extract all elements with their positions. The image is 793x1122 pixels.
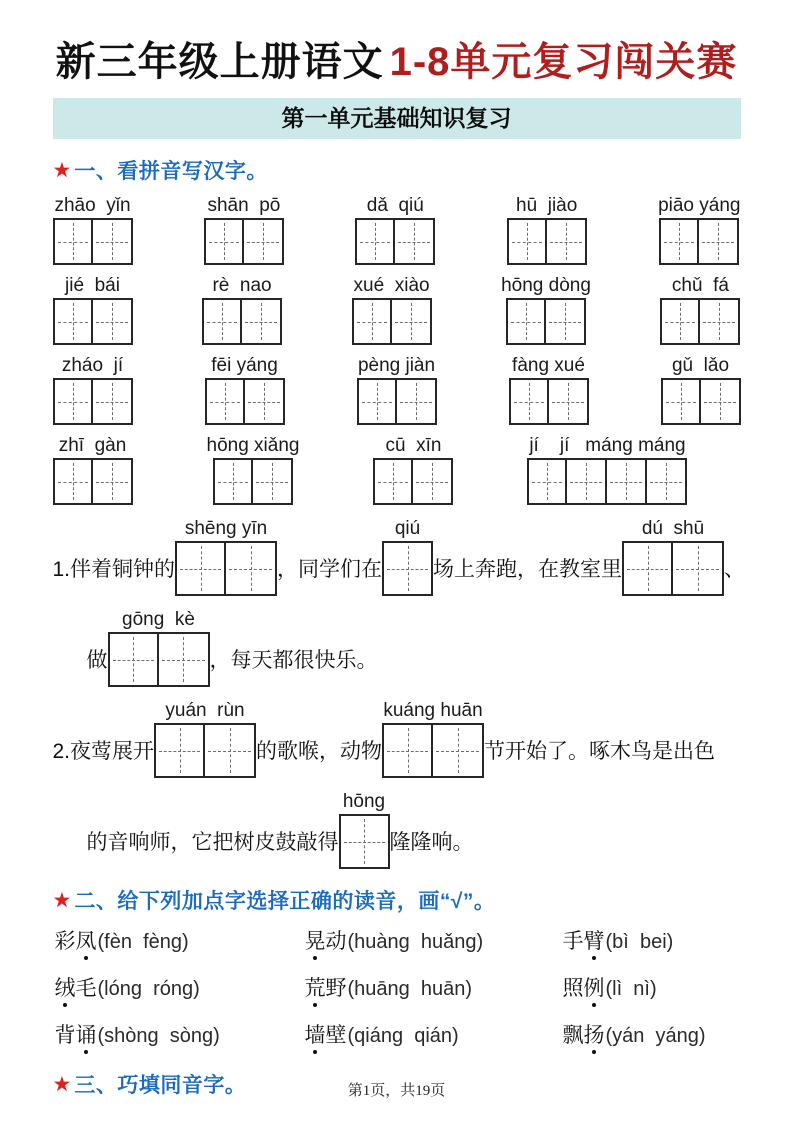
pinyin-choices[interactable]: (fèn fèng) [97,931,189,953]
word-char: 背 [54,1024,76,1047]
writing-boxes [53,218,133,265]
sentence-line [87,792,741,869]
sentence-text: ，同学们在 [277,558,383,581]
tianzige-box[interactable] [93,458,133,505]
tianzige-box[interactable] [413,458,453,505]
pinyin-word-group [204,196,284,265]
writing-boxes [622,541,724,596]
pinyin-label: chǔ fá [671,275,729,296]
pinyin-choices[interactable]: (qiáng qián) [347,1025,459,1047]
writing-boxes [507,218,587,265]
tianzige-box[interactable] [245,378,285,425]
pinyin-label: jié bái [65,275,120,296]
tianzige-box[interactable] [397,378,437,425]
word-item [305,1019,563,1049]
star-icon: ★ [52,158,72,182]
pinyin-label: pèng jiàn [357,355,436,376]
word-char: 壁 [325,1024,347,1047]
tianzige-box[interactable] [433,723,484,778]
writing-boxes [339,814,390,869]
pinyin-choices[interactable]: (huàng huǎng) [347,931,484,953]
writing-boxes [509,378,589,425]
tianzige-box[interactable] [567,458,607,505]
tianzige-box[interactable] [392,298,432,345]
word-item [563,1019,741,1049]
sentence-text: ，每天都很快乐。 [209,649,378,672]
pinyin-word-group [53,196,133,265]
writing-boxes [382,723,484,778]
pinyin-label: rè nao [212,275,272,296]
pinyin-label: jí jí máng máng [529,435,686,456]
writing-boxes [357,378,437,425]
tianzige-box[interactable] [395,218,435,265]
dotted-char: 荒 [305,972,326,1002]
writing-boxes [659,218,739,265]
writing-boxes [53,378,133,425]
pinyin-label: hōng xiǎng [206,435,300,456]
fill-group [382,701,484,778]
fill-group [382,519,433,596]
tianzige-box[interactable] [242,298,282,345]
pinyin-label: zháo jí [61,355,124,376]
fill-group [154,701,256,778]
writing-boxes [175,541,277,596]
pinyin-label: fēi yáng [211,355,278,376]
pinyin-label: fàng xué [512,355,585,376]
writing-boxes [382,541,433,596]
tianzige-box[interactable] [506,298,546,345]
pinyin-word-group [507,196,587,265]
pinyin-row [53,196,741,265]
tianzige-box[interactable] [659,218,699,265]
word-item [563,972,741,1002]
pinyin-word-group [202,276,282,345]
pinyin-word-group [352,276,432,345]
star-icon: ★ [52,1072,72,1096]
star-icon: ★ [52,888,72,912]
pinyin-word-group [501,276,591,345]
tianzige-box[interactable] [253,458,293,505]
writing-boxes [205,378,285,425]
pinyin-word-group [509,356,589,425]
section2-heading [53,885,741,915]
pinyin-label: dú shū [641,518,705,539]
writing-boxes [154,723,256,778]
writing-boxes [213,458,293,505]
pinyin-label: zhāo yǐn [54,195,131,216]
pinyin-label: gōng kè [122,609,195,630]
unit-banner: 第一单元基础知识复习 [53,98,741,139]
pinyin-word-group [527,436,687,505]
writing-boxes [373,458,453,505]
tianzige-box[interactable] [660,298,700,345]
tianzige-box[interactable] [154,723,205,778]
tianzige-box[interactable] [108,632,159,687]
tianzige-box[interactable] [661,378,701,425]
sentence-text: 做 [86,649,108,672]
tianzige-box[interactable] [93,378,133,425]
dotted-char: 墙 [305,1019,326,1049]
pinyin-row [53,276,741,345]
writing-boxes [53,298,133,345]
word-item [55,925,305,955]
tianzige-box[interactable] [352,298,392,345]
tianzige-box[interactable] [244,218,284,265]
pinyin-label: dǎ qiú [366,195,424,216]
tianzige-box[interactable] [213,458,253,505]
dotted-char: 臂 [584,925,605,955]
sentence-line [52,518,746,596]
tianzige-box[interactable] [509,378,549,425]
tianzige-box[interactable] [647,458,687,505]
dotted-char: 凤 [76,925,97,955]
pinyin-label: yuán rùn [165,700,245,721]
section3-title: 三、巧填同音字。 [74,1074,247,1097]
pinyin-word-group [660,276,740,345]
sentence-text: 节开始了。啄木鸟是出色 [484,740,716,763]
tianzige-box[interactable] [527,458,567,505]
pinyin-word-group [357,356,437,425]
sentence-text: 场上奔跑，在教室里 [433,558,623,581]
dotted-char: 绒 [55,972,76,1002]
sentence-text: 隆隆响。 [389,831,474,854]
fill-group [108,610,210,687]
writing-boxes [527,458,687,505]
pinyin-label: piāo yáng [658,195,741,216]
tianzige-box[interactable] [373,458,413,505]
pinyin-choices[interactable]: (lì nì) [605,978,657,1000]
pinyin-word-group [658,196,740,265]
pinyin-choices[interactable]: (lóng róng) [97,978,200,1000]
tianzige-box[interactable] [204,218,244,265]
tianzige-box[interactable] [546,298,586,345]
pinyin-choices[interactable]: (shòng sòng) [97,1025,220,1047]
tianzige-box[interactable] [205,723,256,778]
tianzige-box[interactable] [93,218,133,265]
tianzige-box[interactable] [159,632,210,687]
pinyin-label: hōng dòng [501,275,591,296]
tianzige-box[interactable] [355,218,395,265]
dotted-char: 晃 [305,925,326,955]
section1-heading [53,155,741,185]
pinyin-word-group [53,436,133,505]
pinyin-label: kuáng huān [383,700,483,721]
tianzige-box[interactable] [202,298,242,345]
tianzige-box[interactable] [357,378,397,425]
pinyin-word-group [355,196,435,265]
pinyin-word-group [53,276,133,345]
dotted-char: 例 [584,972,605,1002]
pinyin-word-group [53,356,133,425]
tianzige-box[interactable] [53,218,93,265]
tianzige-box[interactable] [93,298,133,345]
pinyin-label: xué xiào [353,275,430,296]
writing-boxes [355,218,435,265]
word-char: 飘 [562,1024,584,1047]
title-red: 1-8单元复习闯关赛 [389,40,738,84]
writing-boxes [661,378,741,425]
tianzige-box[interactable] [53,378,93,425]
tianzige-box[interactable] [53,298,93,345]
pinyin-label: hōng [342,791,386,812]
tianzige-box[interactable] [607,458,647,505]
page-title [53,38,741,86]
sentence-text: 2.夜莺展开 [52,740,155,763]
dotted-char: 扬 [584,1019,605,1049]
sentence-line [87,610,741,687]
dotted-char: 诵 [76,1019,97,1049]
writing-boxes [202,298,282,345]
tianzige-box[interactable] [699,218,739,265]
pinyin-label: shēng yīn [184,518,268,539]
tianzige-box[interactable] [549,378,589,425]
sentence-text: 的歌喉，动物 [256,740,383,763]
word-char: 动 [325,930,347,953]
sentence-line [53,701,741,778]
pinyin-label: gǔ lǎo [671,355,730,376]
pinyin-word-group [205,356,285,425]
pinyin-word-group [207,436,300,505]
pinyin-choices[interactable]: (yán yáng) [605,1025,706,1047]
section2-title: 二、给下列加点字选择正确的读音，画“√”。 [74,890,496,913]
tianzige-box[interactable] [53,458,93,505]
writing-boxes [506,298,586,345]
pinyin-label: cū xīn [385,435,442,456]
pinyin-label: qiú [394,518,421,539]
pinyin-choices[interactable]: (bì bei) [605,931,674,953]
pronunciation-items [55,925,741,1049]
word-char: 彩 [54,930,76,953]
tianzige-box[interactable] [226,541,277,596]
tianzige-box[interactable] [701,378,741,425]
word-item [305,925,563,955]
tianzige-box[interactable] [507,218,547,265]
pinyin-word-group [373,436,453,505]
sentence-text: 、 [724,558,746,581]
word-char: 毛 [75,977,97,1000]
tianzige-box[interactable] [622,541,673,596]
pinyin-row [53,436,741,505]
writing-boxes [660,298,740,345]
tianzige-box[interactable] [673,541,724,596]
writing-boxes [204,218,284,265]
sentence-text: 1.伴着铜钟的 [52,558,176,581]
sentence-text: 的音响师，它把树皮鼓敲得 [86,831,339,854]
page-footer: 第1页，共19页 [347,1083,446,1099]
word-item [55,972,305,1002]
writing-boxes [53,458,133,505]
tianzige-box[interactable] [205,378,245,425]
word-char: 手 [562,930,584,953]
pinyin-row [53,356,741,425]
word-item [55,1019,305,1049]
word-char: 照 [562,977,584,1000]
pinyin-label: shān pō [207,195,281,216]
writing-boxes [108,632,210,687]
pinyin-word-group [661,356,741,425]
fill-group [339,792,390,869]
tianzige-box[interactable] [175,541,226,596]
pinyin-label: zhī gàn [58,435,127,456]
section1-title: 一、看拼音写汉字。 [74,160,268,183]
pinyin-choices[interactable]: (huāng huān) [347,978,473,1000]
pinyin-label: hū jiào [516,195,578,216]
word-item [305,972,563,1002]
tianzige-box[interactable] [382,723,433,778]
title-black: 新三年级上册语文 [55,40,384,84]
tianzige-box[interactable] [547,218,587,265]
tianzige-box[interactable] [339,814,390,869]
word-item [563,925,741,955]
fill-group [175,519,277,596]
fill-group [622,519,724,596]
tianzige-box[interactable] [382,541,433,596]
tianzige-box[interactable] [700,298,740,345]
word-char: 野 [325,977,347,1000]
writing-boxes [352,298,432,345]
